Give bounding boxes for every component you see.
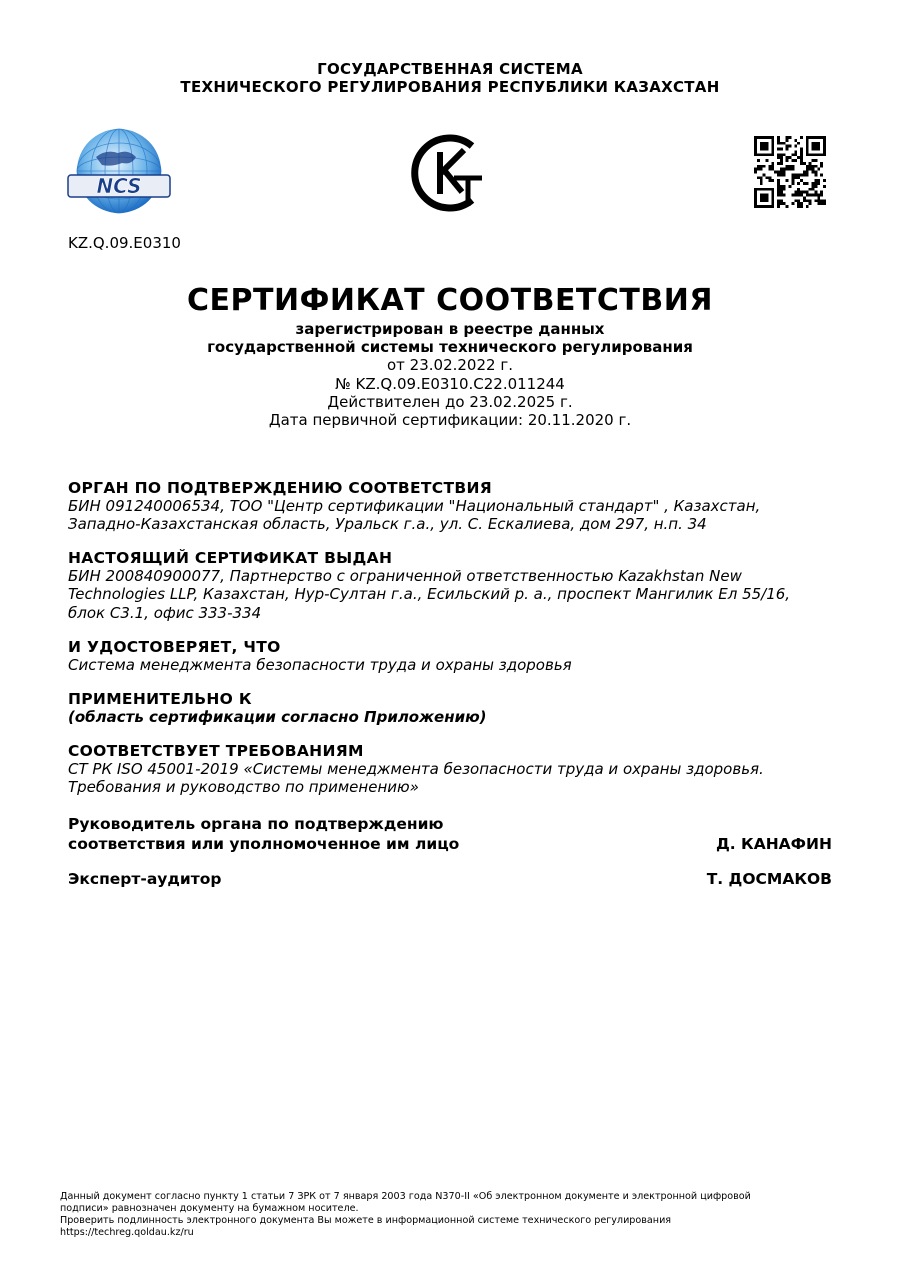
auditor-name: Т. ДОСМАКОВ bbox=[706, 870, 832, 888]
certifies-section bbox=[68, 638, 838, 674]
certifies-heading: И УДОСТОВЕРЯЕТ, ЧТО bbox=[68, 638, 281, 656]
registered-line-1: зарегистрирован в реестре данных bbox=[295, 320, 605, 338]
certificate-registration-block bbox=[0, 320, 900, 429]
header-line-2: ТЕХНИЧЕСКОГО РЕГУЛИРОВАНИЯ РЕСПУБЛИКИ КАЗАХСТАН bbox=[180, 78, 720, 96]
qr-code[interactable] bbox=[754, 136, 826, 208]
applicable-heading: ПРИМЕНИТЕЛЬНО К bbox=[68, 690, 252, 708]
complies-line-2: Требования и руководство по применению» bbox=[68, 778, 419, 797]
first-certification-date: Дата первичной сертификации: 20.11.2020 г. bbox=[268, 411, 632, 430]
issued-to-line-3: блок С3.1, офис 333-334 bbox=[68, 603, 262, 622]
footer-line-1: Данный документ согласно пункту 1 статьи 7 ЗРК от 7 января 2003 года N370-II «Об электронном документе и электронной цифровой bbox=[60, 1191, 751, 1202]
auditor-signature-row bbox=[68, 869, 832, 889]
complies-line-1: СТ РК ISO 45001-2019 «Системы менеджмента безопасности труда и охраны здоровья. bbox=[68, 760, 764, 779]
authority-heading: ОРГАН ПО ПОДТВЕРЖДЕНИЮ СООТВЕТСТВИЯ bbox=[68, 479, 492, 497]
head-signature-row bbox=[68, 814, 832, 854]
complies-heading: СООТВЕТСТВУЕТ ТРЕБОВАНИЯМ bbox=[68, 742, 364, 760]
authority-line-1: БИН 091240006534, ТОО "Центр сертификации "Национальный стандарт" , Казахстан, bbox=[68, 497, 761, 516]
footer-line-3: Проверить подлинность электронного документа Вы можете в информационной системе технического регулирования bbox=[60, 1215, 672, 1226]
registered-line-2: государственной системы технического регулирования bbox=[207, 338, 693, 357]
authority-line-2: Западно-Казахстанская область, Уральск г.а., ул. С. Ескалиева, дом 297, н.п. 34 bbox=[68, 515, 707, 534]
certificate-date: от 23.02.2022 г. bbox=[387, 356, 513, 375]
issued-to-heading: НАСТОЯЩИЙ СЕРТИФИКАТ ВЫДАН bbox=[68, 549, 393, 567]
head-name: Д. КАНАФИН bbox=[715, 835, 832, 853]
complies-section bbox=[68, 742, 838, 797]
ncs-globe-logo bbox=[66, 127, 172, 217]
kz-conformity-mark-icon bbox=[410, 130, 492, 216]
head-label-line-1: Руководитель органа по подтверждению bbox=[68, 815, 444, 833]
header-line-1: ГОСУДАРСТВЕННАЯ СИСТЕМА bbox=[317, 60, 583, 78]
auditor-label: Эксперт-аудитор bbox=[68, 870, 222, 888]
valid-until: Действителен до 23.02.2025 г. bbox=[327, 392, 573, 411]
ncs-logo-lettering: NCS bbox=[96, 174, 142, 198]
certificate-number: № KZ.Q.09.E0310.C22.011244 bbox=[335, 374, 565, 393]
head-label-line-2: соответствия или уполномоченное им лицо bbox=[68, 835, 460, 853]
issued-to-line-2: Technologies LLP, Казахстан, Нур-Султан г.а., Есильский р. а., проспект Мангилик Ел 55/16, bbox=[68, 585, 791, 604]
legal-footer bbox=[60, 1191, 850, 1239]
applicable-section bbox=[68, 690, 838, 726]
government-header bbox=[0, 60, 900, 96]
issued-to-section bbox=[68, 549, 838, 622]
footer-url-link[interactable]: https://techreg.qoldau.kz/ru bbox=[60, 1227, 194, 1238]
certifies-line-1: Система менеджмента безопасности труда и охраны здоровья bbox=[68, 656, 572, 675]
applicable-line-1: (область сертификации согласно Приложению) bbox=[68, 708, 487, 727]
footer-line-2: подписи» равнозначен документу на бумажном носителе. bbox=[60, 1203, 359, 1214]
registration-code: KZ.Q.09.E0310 bbox=[68, 234, 181, 252]
certificate-title: СЕРТИФИКАТ СООТВЕТСТВИЯ bbox=[187, 283, 713, 318]
issued-to-line-1: БИН 200840900077, Партнерство с ограниченной ответственностью Kazakhstan New bbox=[68, 567, 742, 586]
authority-section bbox=[68, 479, 838, 534]
